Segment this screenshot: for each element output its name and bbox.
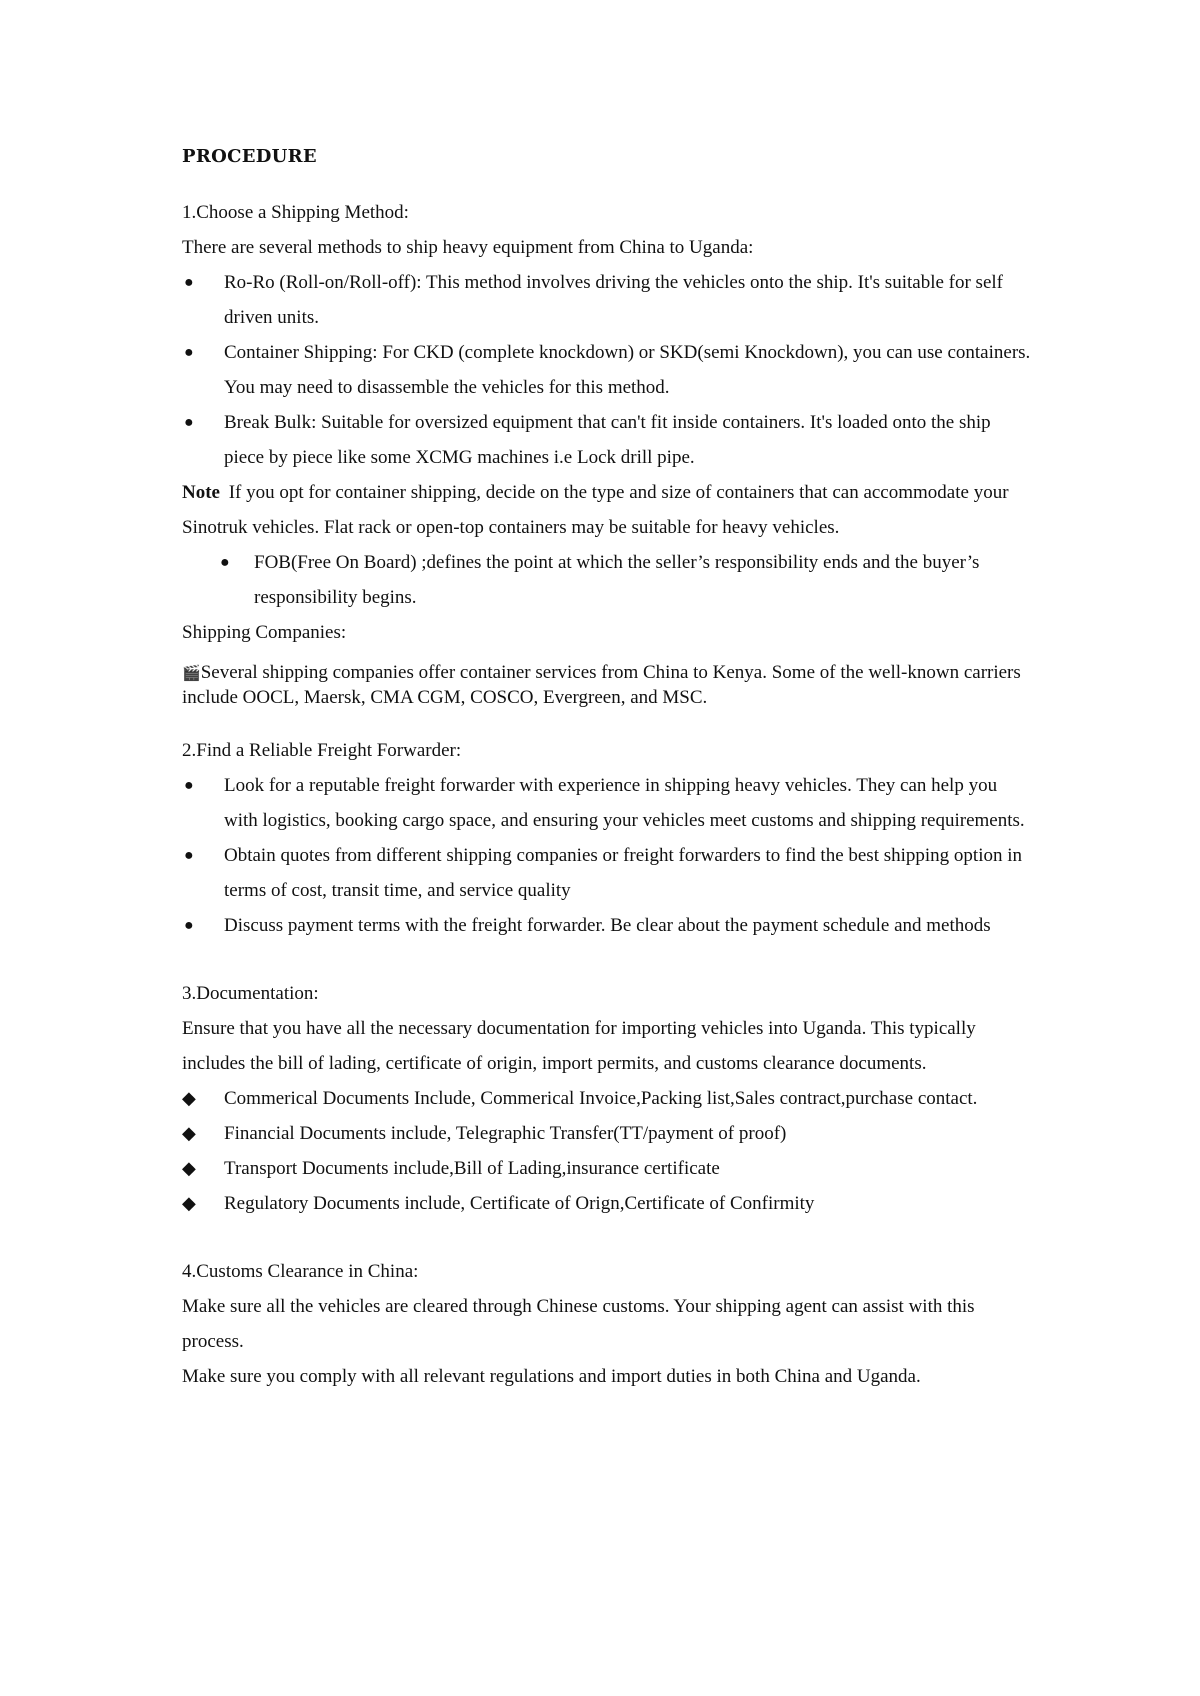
bullet-dot-icon: ● xyxy=(184,274,194,291)
list-item-text: Discuss payment terms with the freight forwarder. Be clear about the payment schedule and methods xyxy=(224,915,991,936)
shipping-companies-paragraph xyxy=(182,661,1032,710)
bullet-dot-icon: ● xyxy=(220,554,230,571)
list-item xyxy=(182,265,1032,335)
clapper-board-icon: 🎬 xyxy=(182,666,201,682)
bullet-dot-icon: ● xyxy=(184,847,194,864)
note-label: Note xyxy=(182,482,220,503)
shipping-companies-label: Shipping Companies: xyxy=(182,622,347,643)
list-item-text: Break Bulk: Suitable for oversized equipment that can't fit inside containers. It's loaded onto the ship piece by piece like some XCMG machines i.e Lock drill pipe. xyxy=(224,412,991,468)
bullet-diamond-icon: ◆ xyxy=(182,1088,196,1108)
bullet-diamond-icon: ◆ xyxy=(182,1158,196,1178)
list-item xyxy=(182,1116,1032,1151)
list-item-text: Obtain quotes from different shipping companies or freight forwarders to find the best shipping option in terms of cost, transit time, and service quality xyxy=(224,845,1023,901)
bullet-diamond-icon: ◆ xyxy=(182,1193,196,1213)
section-3-intro: Ensure that you have all the necessary documentation for importing vehicles into Uganda. This typically includes the bill of lading, certificate of origin, import permits, and customs clearance documents. xyxy=(182,1018,976,1074)
section-3-bullet-list xyxy=(182,1081,1032,1221)
list-item xyxy=(182,405,1032,475)
note-paragraph xyxy=(182,475,1032,545)
bullet-dot-icon: ● xyxy=(184,777,194,794)
list-item xyxy=(182,335,1032,405)
bullet-dot-icon: ● xyxy=(184,414,194,431)
section-1-intro: There are several methods to ship heavy equipment from China to Uganda: xyxy=(182,237,754,258)
list-item-text: Transport Documents include,Bill of Lading,insurance certificate xyxy=(224,1158,720,1179)
section-1-sub-bullet-list xyxy=(182,545,1032,615)
list-item-text: Financial Documents include, Telegraphic Transfer(TT/payment of proof) xyxy=(224,1123,787,1144)
list-item-text: Commerical Documents Include, Commerical Invoice,Packing list,Sales contract,purchase contact. xyxy=(224,1088,978,1109)
list-item xyxy=(182,545,1032,615)
list-item xyxy=(182,1081,1032,1116)
shipping-companies-text: Several shipping companies offer container services from China to Kenya. Some of the well-known carriers include OOCL, Maersk, CMA CGM, COSCO, Evergreen, and MSC. xyxy=(182,662,1021,708)
list-item-text: Regulatory Documents include, Certificate of Orign,Certificate of Confirmity xyxy=(224,1193,815,1214)
list-item xyxy=(182,1186,1032,1221)
list-item-text: FOB(Free On Board) ;defines the point at which the seller’s responsibility ends and the buyer’s responsibility begins. xyxy=(254,552,980,608)
section-4-heading: 4.Customs Clearance in China: xyxy=(182,1261,419,1282)
section-1-heading: 1.Choose a Shipping Method: xyxy=(182,202,409,223)
list-item-text: Ro-Ro (Roll-on/Roll-off): This method involves driving the vehicles onto the ship. It's suitable for self driven units. xyxy=(224,272,1003,328)
section-2-bullet-list xyxy=(182,768,1032,943)
bullet-dot-icon: ● xyxy=(184,344,194,361)
section-3-heading: 3.Documentation: xyxy=(182,983,319,1004)
document-page xyxy=(182,143,1032,1394)
list-item xyxy=(182,838,1032,908)
list-item xyxy=(182,1151,1032,1186)
section-4-paragraph-2: Make sure you comply with all relevant regulations and import duties in both China and Uganda. xyxy=(182,1366,921,1387)
list-item xyxy=(182,768,1032,838)
note-text: If you opt for container shipping, decide on the type and size of containers that can accommodate your Sinotruk vehicles. Flat rack or open-top containers may be suitable for heavy vehicles. xyxy=(182,482,1009,538)
section-2-heading: 2.Find a Reliable Freight Forwarder: xyxy=(182,740,462,761)
bullet-diamond-icon: ◆ xyxy=(182,1123,196,1143)
list-item-text: Container Shipping: For CKD (complete knockdown) or SKD(semi Knockdown), you can use containers. You may need to disassemble the vehicles for this method. xyxy=(224,342,1031,398)
list-item xyxy=(182,908,1032,943)
list-item-text: Look for a reputable freight forwarder with experience in shipping heavy vehicles. They can help you with logistics, booking cargo space, and ensuring your vehicles meet customs and shipping requirements. xyxy=(224,775,1025,831)
section-4-paragraph-1: Make sure all the vehicles are cleared through Chinese customs. Your shipping agent can assist with this process. xyxy=(182,1296,975,1352)
bullet-dot-icon: ● xyxy=(184,917,194,934)
document-title: PROCEDURE xyxy=(182,146,317,167)
section-1-bullet-list xyxy=(182,265,1032,475)
